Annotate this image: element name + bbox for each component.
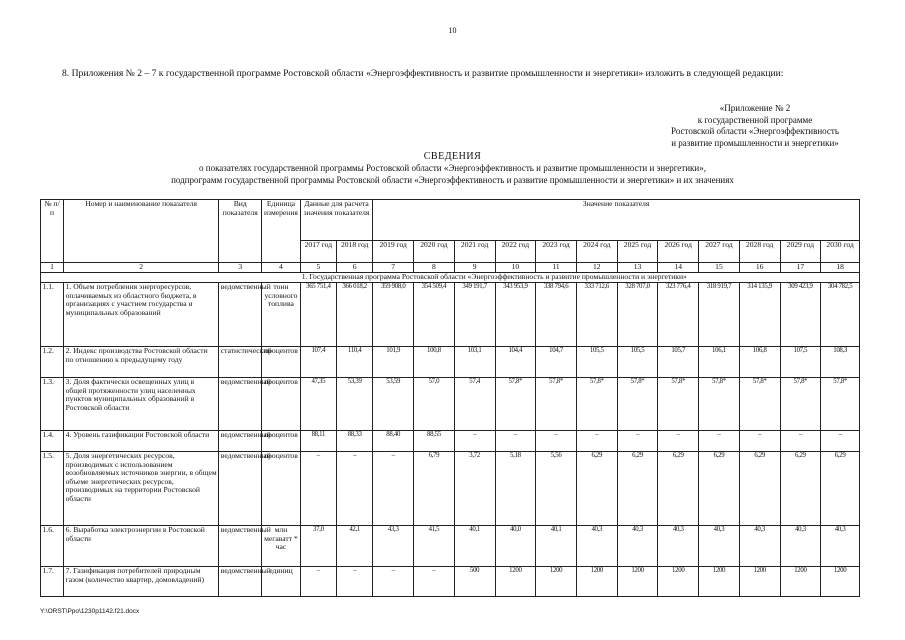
column-number: 13 [617,263,658,273]
value-cell: 3,72 [454,452,495,526]
value-cell: – [617,431,658,452]
value-cell: – [337,567,373,597]
column-numbers-row [41,263,860,273]
column-number: 2 [64,263,219,273]
value-cell: 40,3 [617,526,658,567]
year-header: 2029 год [780,241,821,263]
value-cell: – [300,452,336,526]
column-number: 14 [658,263,699,273]
value-cell: 104,7 [536,347,577,378]
indicator-unit: процентов [262,431,301,452]
column-number: 6 [337,263,373,273]
table-row [41,567,860,597]
page-number: 10 [448,26,457,35]
indicator-name: 4. Уровень газификации Ростовской области [64,431,219,452]
appendix-line: «Приложение № 2 [719,103,791,113]
section-title: 1. Государственная программа Ростовской области «Энергоэффективность и развитие промышленности и энергетики» [300,273,859,283]
value-cell: 1200 [617,567,658,597]
column-number: 17 [780,263,821,273]
row-number: 1.5. [41,452,64,526]
value-cell: 6,29 [576,452,617,526]
value-cell: 6,29 [739,452,780,526]
column-number: 4 [262,263,301,273]
indicator-kind: ведомственный [219,567,262,597]
year-header: 2022 год [495,241,536,263]
value-cell: 1200 [780,567,821,597]
row-number: 1.7. [41,567,64,597]
value-cell: 57,8* [495,378,536,431]
value-cell: 309 423,9 [780,283,821,347]
value-cell: – [699,431,740,452]
value-cell: 57,8* [739,378,780,431]
value-cell: 6,29 [617,452,658,526]
table-row [41,452,860,526]
value-cell: 40,3 [658,526,699,567]
value-cell: – [337,452,373,526]
value-cell: – [300,567,336,597]
header-number: № п/п [41,200,64,263]
value-cell: 40,3 [576,526,617,567]
row-number: 1.2. [41,347,64,378]
value-cell: 6,29 [699,452,740,526]
value-cell: 314 135,9 [739,283,780,347]
indicator-name: 3. Доля фактически освещенных улиц в общей протяженности улиц населенных пунктов муниципальных образований в Ростовской области [64,378,219,431]
value-cell: 318 919,7 [699,283,740,347]
row-number: 1.3. [41,378,64,431]
value-cell: 40,1 [454,526,495,567]
value-cell: 500 [454,567,495,597]
indicator-kind: ведомственный [219,452,262,526]
value-cell: 359 908,0 [373,283,414,347]
value-cell: 40,3 [780,526,821,567]
value-cell: 107,4 [300,347,336,378]
value-cell: 1200 [658,567,699,597]
value-cell: 5,18 [495,452,536,526]
indicator-unit: процентов [262,378,301,431]
value-cell: 47,35 [300,378,336,431]
column-number: 18 [821,263,860,273]
header-indicator-value: Значение показателя [373,200,860,241]
value-cell: 53,59 [373,378,414,431]
indicator-kind: статистический [219,347,262,378]
table-row [41,378,860,431]
value-cell: 57,8* [536,378,577,431]
value-cell: 6,29 [821,452,860,526]
value-cell: – [373,452,414,526]
subtitle-line: подпрограмм государственной программы Ростовской области «Энергоэффективность и развитие промышленности и энергетики» и их значениях [171,174,734,185]
column-number: 15 [699,263,740,273]
column-number: 16 [739,263,780,273]
value-cell: 1200 [699,567,740,597]
indicator-name: 1. Объем потребления энергоресурсов, оплачиваемых из областного бюджета, в организациях с участием государства и муниципальных образований [64,283,219,347]
value-cell: 106,8 [739,347,780,378]
appendix-line: к государственной программе [697,114,813,125]
value-cell: 349 191,7 [454,283,495,347]
year-header: 2018 год [337,241,373,263]
value-cell: 1200 [536,567,577,597]
value-cell: 6,29 [780,452,821,526]
value-cell: 57,0 [414,378,455,431]
value-cell: 88,55 [414,431,455,452]
value-cell: 57,8* [699,378,740,431]
column-number: 1 [41,263,64,273]
value-cell: 40,3 [699,526,740,567]
indicator-unit: единиц [262,567,301,597]
document-title: СВЕДЕНИЯ [423,151,482,162]
header-base-data: Данные для расчета значения показателя [300,200,373,241]
appendix-line: Ростовской области «Энергоэффективность [671,126,839,136]
table-header-row [41,200,860,241]
value-cell: 57,8* [658,378,699,431]
appendix-header [640,103,870,149]
column-number: 12 [576,263,617,273]
value-cell: 328 707,0 [617,283,658,347]
column-number: 7 [373,263,414,273]
value-cell: 6,29 [658,452,699,526]
indicator-kind: ведомственный [219,378,262,431]
indicator-name: 7. Газификация потребителей природным газом (количество квартир, домовладений) [64,567,219,597]
table-row [41,431,860,452]
indicator-unit: млн мегаватт * час [262,526,301,567]
indicator-name: 2. Индекс производства Ростовской области по отношению к предыдущему году [64,347,219,378]
value-cell: 338 794,6 [536,283,577,347]
value-cell: 110,4 [337,347,373,378]
value-cell: 108,3 [821,347,860,378]
value-cell: 304 782,5 [821,283,860,347]
value-cell: 1200 [739,567,780,597]
value-cell: 1200 [495,567,536,597]
header-indicator-kind: Вид показателя [219,200,262,263]
row-number: 1.4. [41,431,64,452]
value-cell: – [658,431,699,452]
value-cell: 366 018,2 [337,283,373,347]
value-cell: 106,1 [699,347,740,378]
year-header: 2024 год [576,241,617,263]
value-cell: – [495,431,536,452]
table-row [41,347,860,378]
value-cell: 40,0 [495,526,536,567]
value-cell: – [373,567,414,597]
row-number: 1.1. [41,283,64,347]
column-number: 11 [536,263,577,273]
value-cell: 57,8* [780,378,821,431]
table-row [41,526,860,567]
year-header: 2026 год [658,241,699,263]
file-path-footer: Y:\ORST\Ppo\1230p1142.f21.docx [40,608,140,615]
year-header: 2025 год [617,241,658,263]
value-cell: 100,8 [414,347,455,378]
year-header: 2023 год [536,241,577,263]
value-cell: 1200 [576,567,617,597]
row-number: 1.6. [41,526,64,567]
value-cell: – [576,431,617,452]
year-header: 2020 год [414,241,455,263]
value-cell: 57,8* [821,378,860,431]
year-header: 2027 год [699,241,740,263]
value-cell: 343 953,9 [495,283,536,347]
value-cell: 88,33 [337,431,373,452]
value-cell: 41,5 [414,526,455,567]
column-number: 8 [414,263,455,273]
value-cell: 42,1 [337,526,373,567]
value-cell: 104,4 [495,347,536,378]
year-header: 2021 год [454,241,495,263]
value-cell: – [414,567,455,597]
value-cell: – [739,431,780,452]
column-number: 3 [219,263,262,273]
table-row [41,283,860,347]
value-cell: 43,3 [373,526,414,567]
intro-paragraph: 8. Приложения № 2 – 7 к государственной программе Ростовской области «Энергоэффективность и развитие промышленности и энергетики» изложить в следующей редакции: [62,68,784,79]
year-header: 2028 год [739,241,780,263]
value-cell: 1200 [821,567,860,597]
value-cell: 88,11 [300,431,336,452]
indicator-kind: ведомственный [219,431,262,452]
indicator-kind: ведомственный [219,526,262,567]
value-cell: 57,4 [454,378,495,431]
section-spacer [41,273,301,283]
column-number: 10 [495,263,536,273]
value-cell: 101,9 [373,347,414,378]
indicator-kind: ведомственный [219,283,262,347]
value-cell: – [780,431,821,452]
indicator-unit: процентов [262,452,301,526]
value-cell: 40,3 [821,526,860,567]
column-number: 5 [300,263,336,273]
value-cell: – [821,431,860,452]
value-cell: 365 751,4 [300,283,336,347]
value-cell: 57,8* [576,378,617,431]
value-cell: 323 776,4 [658,283,699,347]
value-cell: 105,5 [576,347,617,378]
value-cell: 107,5 [780,347,821,378]
value-cell: 88,40 [373,431,414,452]
indicator-name: 5. Доля энергетических ресурсов, производимых с использованием возобновляемых источников энергии, в общем объеме энергетических ресурсов, производимых на территории Ростовской области [64,452,219,526]
value-cell: 105,7 [658,347,699,378]
value-cell: 40,3 [739,526,780,567]
value-cell: 37,0 [300,526,336,567]
indicators-table [40,199,860,597]
subtitle-line: о показателях государственной программы Ростовской области «Энергоэффективность и развитие промышленности и энергетики», [199,163,706,173]
header-unit: Единица измерения [262,200,301,263]
appendix-line: и развитие промышленности и энергетики» [671,137,839,148]
value-cell: 5,56 [536,452,577,526]
indicator-unit: тонн условного топлива [262,283,301,347]
section-row [41,273,860,283]
year-header: 2019 год [373,241,414,263]
value-cell: 105,5 [617,347,658,378]
year-header: 2030 год [821,241,860,263]
header-indicator-name: Номер и наименование показателя [64,200,219,263]
value-cell: – [536,431,577,452]
value-cell: 103,1 [454,347,495,378]
year-header: 2017 год [300,241,336,263]
indicator-unit: процентов [262,347,301,378]
column-number: 9 [454,263,495,273]
document-subtitle [0,163,905,186]
value-cell: 40,1 [536,526,577,567]
indicator-name: 6. Выработка электроэнергии в Ростовской области [64,526,219,567]
value-cell: 53,39 [337,378,373,431]
value-cell: 333 712,6 [576,283,617,347]
value-cell: 354 509,4 [414,283,455,347]
value-cell: – [454,431,495,452]
value-cell: 57,8* [617,378,658,431]
value-cell: 6,79 [414,452,455,526]
